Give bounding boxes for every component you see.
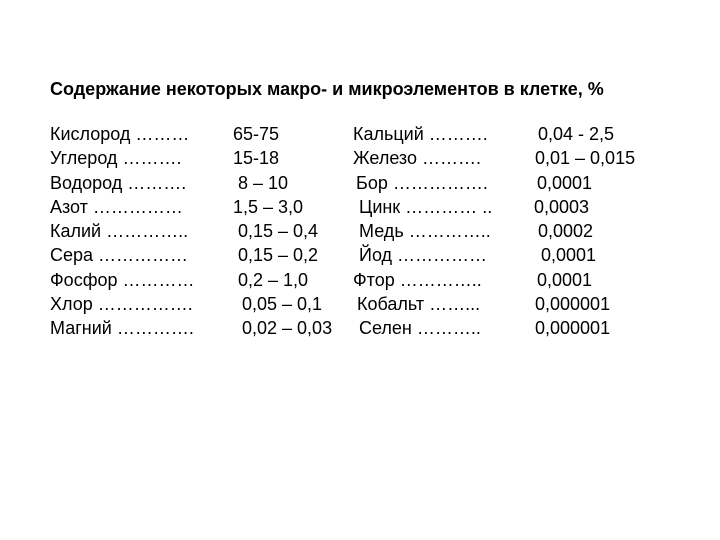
macro-element-name: Калий ………….. [50, 221, 189, 242]
micro-element-value: 0,000001 [535, 318, 611, 339]
micro-element-name: Цинк ………… .. [359, 196, 493, 217]
macro-element-value: 15-18 [233, 148, 280, 169]
micro-element-value: 0,01 – 0,015 [535, 148, 636, 169]
micro-element-name: Кальций ………. [353, 124, 488, 144]
table-row [50, 268, 680, 292]
slide-title: Содержание некоторых макро- и микроэлементов в клетке, % [50, 79, 604, 99]
micro-element-name: Железо ………. [353, 148, 481, 169]
micro-element-name: Фтор ………….. [353, 269, 482, 290]
macro-element-name: Углерод ………. [50, 148, 182, 169]
table-row [50, 195, 680, 219]
micro-element-name: Медь ………….. [359, 221, 491, 242]
micro-element-name: Селен ……….. [359, 318, 481, 339]
table-row [50, 122, 680, 146]
macro-element-name: Азот …………… [50, 196, 183, 217]
micro-element-name: Бор ……………. [356, 172, 488, 193]
table-row [50, 219, 680, 243]
micro-element-name: Йод …………… [359, 245, 488, 266]
table-row [50, 292, 680, 316]
micro-element-value: 0,0002 [538, 221, 594, 242]
micro-element-value: 0,04 - 2,5 [538, 124, 615, 144]
macro-element-value: 0,05 – 0,1 [242, 294, 323, 315]
macro-element-name: Магний …………. [50, 318, 194, 339]
macro-element-name: Фосфор ………… [50, 269, 195, 290]
macro-element-name: Кислород ……… [50, 124, 190, 144]
micro-element-value: 0,0001 [537, 269, 593, 290]
table-row [50, 171, 680, 195]
macro-element-name: Сера …………… [50, 245, 189, 266]
macro-element-value: 65-75 [233, 124, 280, 144]
micro-element-value: 0,000001 [535, 294, 611, 315]
micro-element-value: 0,0001 [541, 245, 597, 266]
macro-element-value: 8 – 10 [238, 172, 289, 193]
table-row [50, 146, 680, 170]
macro-element-value: 1,5 – 3,0 [233, 196, 304, 217]
micro-element-name: Кобальт ……... [357, 294, 481, 315]
micro-element-value: 0,0003 [534, 196, 590, 217]
macro-element-name: Хлор ……………. [50, 294, 193, 315]
macro-element-value: 0,15 – 0,4 [238, 221, 319, 242]
macro-element-value: 0,2 – 1,0 [238, 269, 309, 290]
table-row [50, 243, 680, 267]
macro-element-value: 0,02 – 0,03 [242, 318, 333, 339]
macro-element-value: 0,15 – 0,2 [238, 245, 319, 266]
micro-element-value: 0,0001 [537, 172, 593, 193]
macro-element-name: Водород ………. [50, 172, 187, 193]
table-row [50, 316, 680, 340]
elements-table [50, 122, 680, 341]
